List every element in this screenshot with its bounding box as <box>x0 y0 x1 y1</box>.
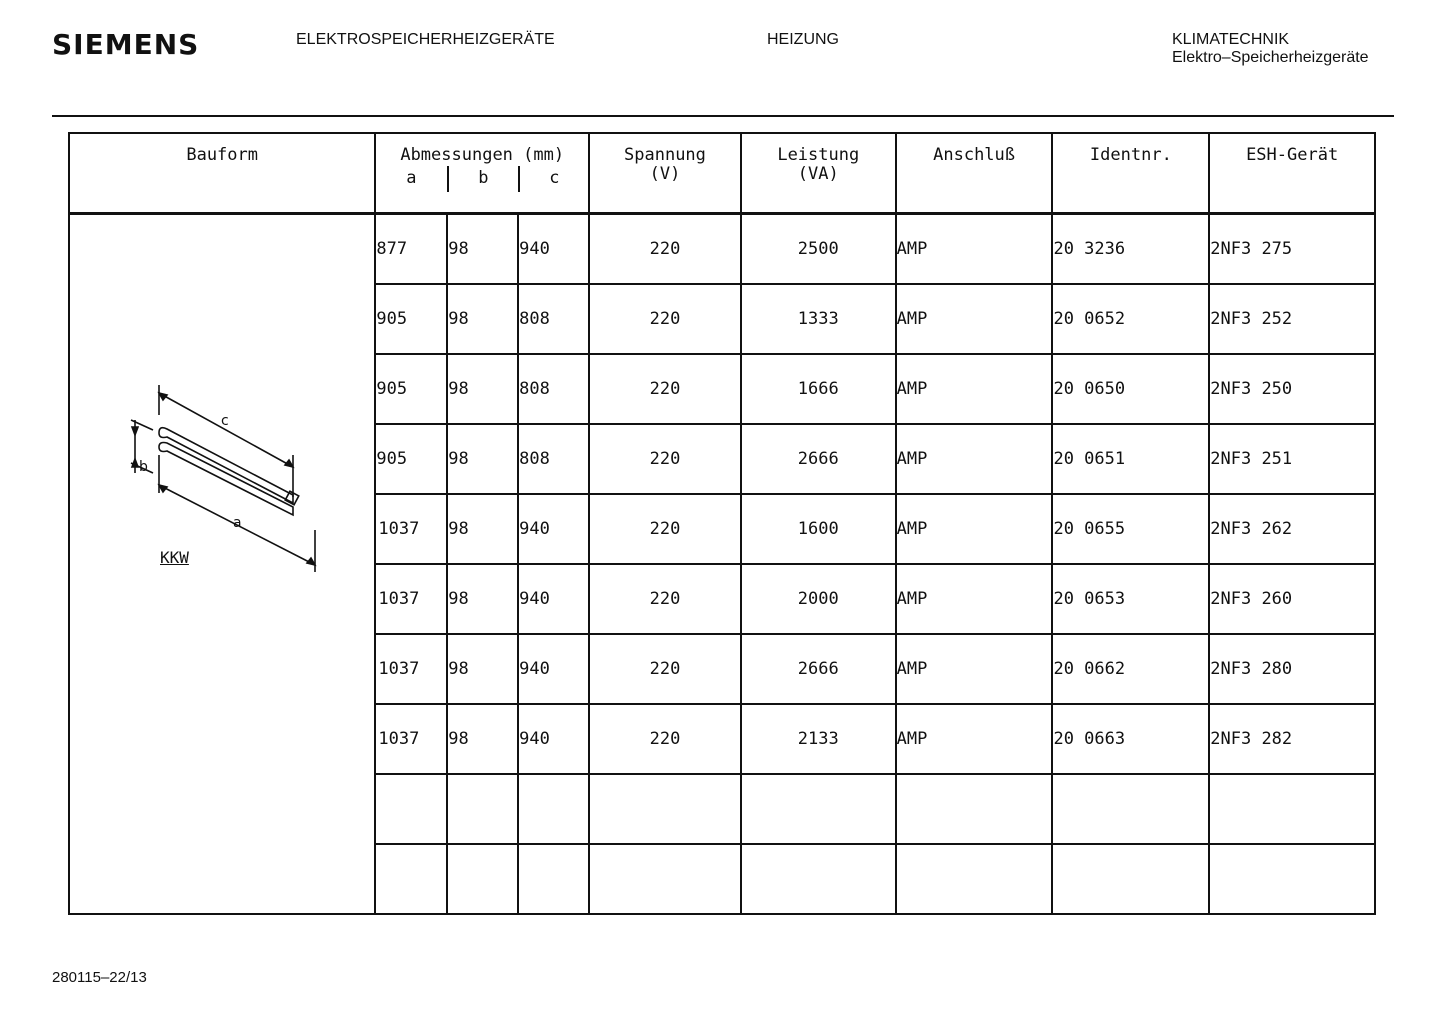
cell-c: 808 <box>518 354 589 424</box>
cell-esh: 2NF3 252 <box>1209 284 1375 354</box>
cell-esh: 2NF3 280 <box>1209 634 1375 704</box>
cell-identnr: 20 0655 <box>1052 494 1209 564</box>
cell-b: 98 <box>447 564 518 634</box>
drawing-label-c: c <box>221 413 229 429</box>
cell-esh <box>1209 844 1375 914</box>
cell-b <box>447 844 518 914</box>
cell-leistung: 1666 <box>741 354 896 424</box>
cell-anschluss: AMP <box>896 214 1053 285</box>
cell-anschluss: AMP <box>896 354 1053 424</box>
header-tick-bc <box>518 166 520 192</box>
header-identnr: Identnr. <box>1052 133 1209 214</box>
table-row <box>69 214 1375 285</box>
cell-anschluss: AMP <box>896 704 1053 774</box>
cell-b <box>447 774 518 844</box>
header-leistung <box>741 133 896 214</box>
section-title: HEIZUNG <box>767 31 839 48</box>
cell-esh <box>1209 774 1375 844</box>
cell-identnr: 20 0650 <box>1052 354 1209 424</box>
header-abmessungen-label: Abmessungen (mm) <box>400 145 565 165</box>
cell-esh: 2NF3 251 <box>1209 424 1375 494</box>
cell-anschluss: AMP <box>896 494 1053 564</box>
bauform-cell <box>69 214 375 915</box>
cell-identnr: 20 0653 <box>1052 564 1209 634</box>
cell-spannung: 220 <box>589 494 741 564</box>
cell-c: 940 <box>518 214 589 285</box>
header-tick-ab <box>447 166 449 192</box>
cell-esh: 2NF3 282 <box>1209 704 1375 774</box>
cell-a: 905 <box>375 284 447 354</box>
cell-spannung <box>589 844 741 914</box>
cell-esh: 2NF3 250 <box>1209 354 1375 424</box>
cell-spannung: 220 <box>589 214 741 285</box>
cell-leistung <box>741 844 896 914</box>
cell-c: 940 <box>518 704 589 774</box>
cell-c: 940 <box>518 564 589 634</box>
cell-leistung: 1333 <box>741 284 896 354</box>
cell-leistung: 1600 <box>741 494 896 564</box>
header-sub-b: b <box>478 168 489 188</box>
header-spannung <box>589 133 741 214</box>
cell-b: 98 <box>447 704 518 774</box>
cell-a: 1037 <box>375 704 447 774</box>
heating-element-drawing <box>125 385 395 605</box>
cell-anschluss <box>896 844 1053 914</box>
cell-b: 98 <box>447 354 518 424</box>
cell-leistung: 2133 <box>741 704 896 774</box>
cell-identnr <box>1052 774 1209 844</box>
cell-esh: 2NF3 262 <box>1209 494 1375 564</box>
cell-leistung: 2666 <box>741 424 896 494</box>
cell-identnr: 20 0651 <box>1052 424 1209 494</box>
footer-code: 280115–22/13 <box>52 969 147 986</box>
cell-identnr: 20 0663 <box>1052 704 1209 774</box>
cell-anschluss: AMP <box>896 424 1053 494</box>
cell-anschluss <box>896 774 1053 844</box>
bauform-label: KKW <box>160 548 189 567</box>
cell-leistung: 2000 <box>741 564 896 634</box>
cell-leistung: 2500 <box>741 214 896 285</box>
header-leistung-label: Leistung <box>777 145 860 165</box>
cell-spannung: 220 <box>589 424 741 494</box>
division-title <box>1172 31 1369 67</box>
cell-a <box>375 844 447 914</box>
cell-anschluss: AMP <box>896 634 1053 704</box>
cell-identnr <box>1052 844 1209 914</box>
category-title: ELEKTROSPEICHERHEIZGERÄTE <box>296 31 555 48</box>
cell-c <box>518 774 589 844</box>
cell-c: 808 <box>518 424 589 494</box>
siemens-logo: SIEMENS <box>52 28 200 61</box>
cell-anschluss: AMP <box>896 564 1053 634</box>
cell-leistung <box>741 774 896 844</box>
cell-spannung: 220 <box>589 284 741 354</box>
header-divider <box>52 115 1394 117</box>
cell-spannung: 220 <box>589 564 741 634</box>
header-sub-c: c <box>549 168 560 188</box>
division-line-1: KLIMATECHNIK <box>1172 31 1290 48</box>
cell-leistung: 2666 <box>741 634 896 704</box>
header-spannung-unit: (V) <box>649 164 681 184</box>
cell-b: 98 <box>447 634 518 704</box>
header-bauform: Bauform <box>69 133 375 214</box>
cell-esh: 2NF3 260 <box>1209 564 1375 634</box>
cell-a: 877 <box>375 214 447 285</box>
header-spannung-label: Spannung <box>624 145 706 165</box>
cell-spannung: 220 <box>589 354 741 424</box>
table-header-row <box>69 133 1375 214</box>
cell-c: 940 <box>518 634 589 704</box>
cell-spannung <box>589 774 741 844</box>
cell-spannung: 220 <box>589 634 741 704</box>
cell-b: 98 <box>447 214 518 285</box>
cell-spannung: 220 <box>589 704 741 774</box>
spec-table <box>68 132 1376 915</box>
header-anschluss: Anschluß <box>896 133 1053 214</box>
cell-a: 1037 <box>375 494 447 564</box>
cell-c <box>518 844 589 914</box>
cell-c: 808 <box>518 284 589 354</box>
cell-c: 940 <box>518 494 589 564</box>
cell-a <box>375 774 447 844</box>
cell-a: 1037 <box>375 564 447 634</box>
cell-anschluss: AMP <box>896 284 1053 354</box>
cell-a: 905 <box>375 354 447 424</box>
cell-b: 98 <box>447 424 518 494</box>
drawing-label-b: b <box>139 459 148 475</box>
drawing-label-a: a <box>233 515 242 531</box>
header-abmessungen <box>375 133 589 214</box>
cell-a: 905 <box>375 424 447 494</box>
cell-identnr: 20 3236 <box>1052 214 1209 285</box>
cell-esh: 2NF3 275 <box>1209 214 1375 285</box>
cell-identnr: 20 0662 <box>1052 634 1209 704</box>
header-sub-a: a <box>406 168 417 188</box>
division-line-2: Elektro–Speicherheizgeräte <box>1172 49 1369 66</box>
cell-b: 98 <box>447 284 518 354</box>
cell-identnr: 20 0652 <box>1052 284 1209 354</box>
header-esh: ESH-Gerät <box>1209 133 1375 214</box>
header-leistung-unit: (VA) <box>797 164 839 184</box>
cell-b: 98 <box>447 494 518 564</box>
cell-a: 1037 <box>375 634 447 704</box>
